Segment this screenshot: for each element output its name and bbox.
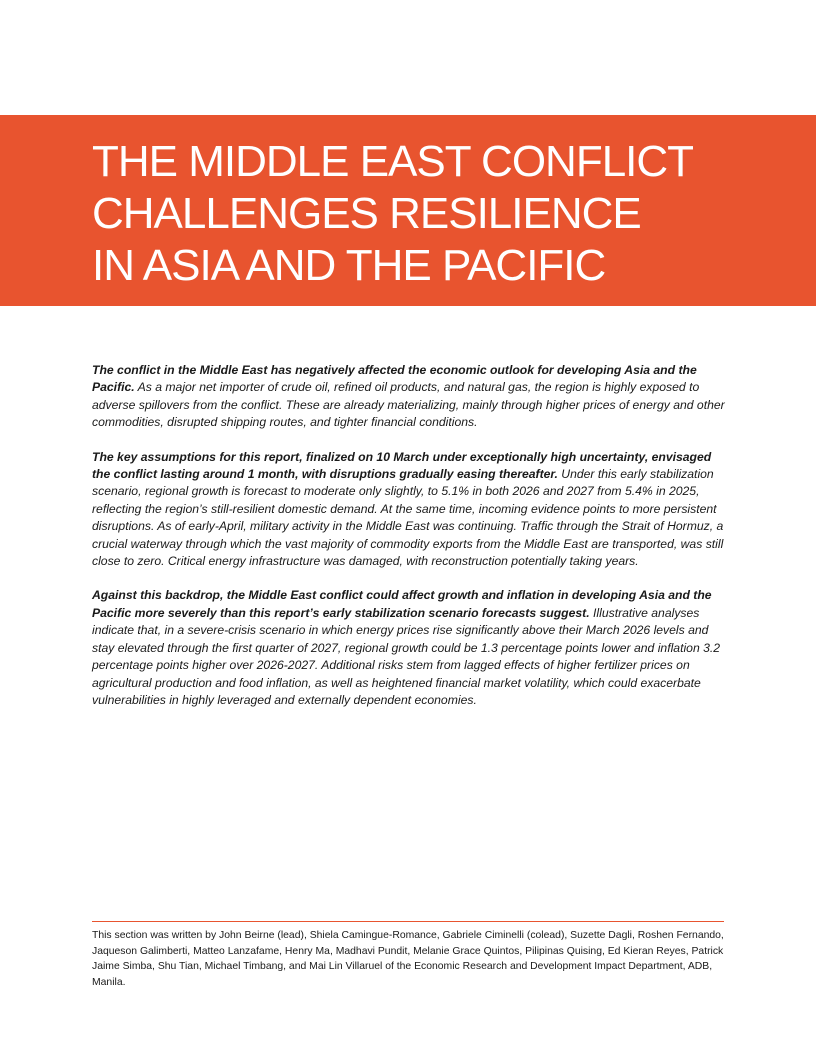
- paragraph-lead: The conflict in the Middle East has negatively affected the economic outlook for developing Asia and the Pacific.: [92, 363, 697, 395]
- paragraph-text: Under this early stabilization scenario, regional growth is forecast to moderate only slightly, to 5.1% in both 2026 and 2027 from 5.4% in 2025, reflecting the region’s still-resilient domestic demand. At the same time, incoming evidence points to more persistent disruptions. As of early-April, military activity in the Middle East was continuing. Traffic through the Strait of Hormuz, a crucial waterway through which the vast majority of commodity exports from the Middle East are transported, was still close to zero. Critical energy infrastructure was damaged, with reconstruction potentially taking years.: [92, 467, 724, 569]
- paragraph-lead: The key assumptions for this report, finalized on 10 March under exceptionally high uncertainty, envisaged the conflict lasting around 1 month, with disruptions gradually easing thereafter.: [92, 449, 712, 482]
- footnote-divider: [92, 921, 724, 922]
- title-line-2: CHALLENGES RESILIENCE: [92, 189, 641, 238]
- body-text: [92, 362, 726, 726]
- paragraph: [92, 449, 726, 571]
- paragraph: [92, 587, 726, 709]
- paragraph-text: As a major net importer of crude oil, refined oil products, and natural gas, the region is highly exposed to adverse spillovers from the conflict. These are already materializing, mainly through higher prices of energy and other commodities, disrupted shipping routes, and tighter financial conditions.: [92, 380, 725, 430]
- paragraph-text: Illustrative analyses indicate that, in a severe-crisis scenario in which energy prices rise significantly above their March 2026 levels and stay elevated through the first quarter of 2027, regional growth could be 1.3 percentage points lower and inflation 3.2 percentage points higher over 2026-2027. Additional risks stem from lagged effects of higher fertilizer prices on agricultural production and food inflation, as well as heightened financial market volatility, which could exacerbate vulnerabilities in highly leveraged and externally dependent economies.: [92, 605, 721, 707]
- title-line-3: IN ASIA AND THE PACIFIC: [92, 241, 606, 290]
- paragraph: [92, 362, 726, 432]
- paragraph-lead: Against this backdrop, the Middle East conflict could affect growth and inflation in developing Asia and the Pacific more severely than this report’s early stabilization scenario forecasts suggest.: [92, 588, 712, 620]
- title-line-1: THE MIDDLE EAST CONFLICT: [92, 137, 694, 186]
- authors-footnote: This section was written by John Beirne (lead), Shiela Camingue-Romance, Gabriele Ciminelli (colead), Suzette Dagli, Roshen Fernando, Jaqueson Galimberti, Matteo Lanzafame, Henry Ma, Madhavi Pundit, Melanie Grace Quintos, Pilipinas Quising, Ed Kieran Reyes, Patrick Jaime Simba, Shu Tian, Michael Timbang, and Mai Lin Villaruel of the Economic Research and Development Impact Department, ADB, Manila.: [92, 930, 724, 988]
- page-title: [92, 136, 693, 292]
